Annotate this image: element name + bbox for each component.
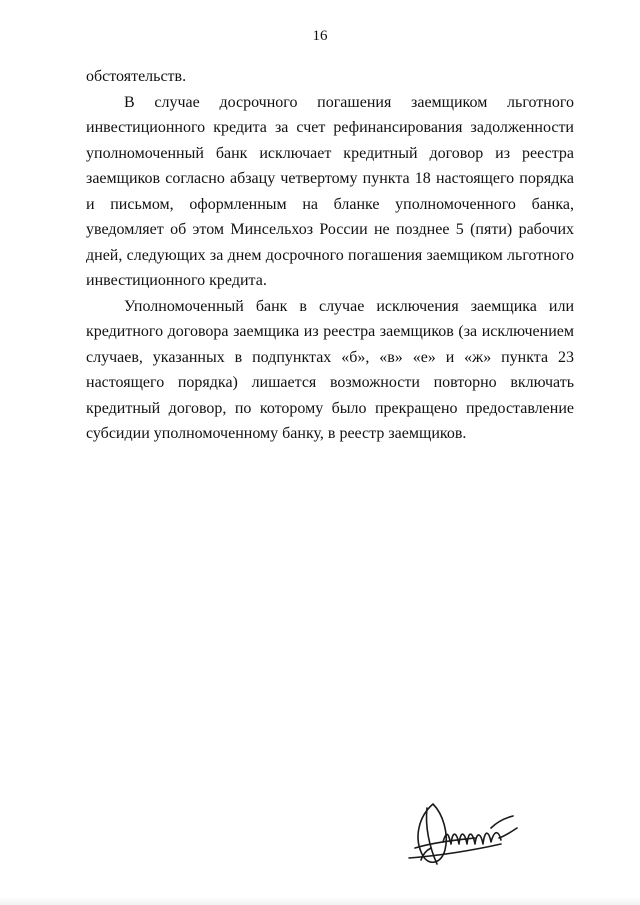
page-number: 16	[312, 28, 328, 44]
paragraph-early-repayment: В случае досрочного погашения заемщиком льготного инвестиционного кредита за счет рефинансирования задолженности уполномоченный банк исключает кредитный договор из реестра заемщиков согласно абзацу четвертому пункта 18 настоящего порядка и письмом, оформленным на бланке уполномоченного банка, уведомляет об этом Минсельхоз России не позднее 5 (пяти) рабочих дней, следующих за днем досрочного погашения заемщиком льготного инвестиционного кредита.	[86, 93, 574, 289]
scan-bottom-edge	[0, 897, 640, 905]
handwritten-signature	[405, 798, 530, 870]
paragraph-continuation: обстоятельств.	[86, 68, 187, 85]
document-body	[86, 64, 574, 447]
paragraph-exclusion: Уполномоченный банк в случае исключения заемщика или кредитного договора заемщика из реестра заемщиков (за исключением случаев, указанных в подпунктах «б», «в» «е» и «ж» пункта 23 настоящего порядка) лишается возможности повторно включать кредитный договор, по которому было прекращено предоставление субсидии уполномоченному банку, в реестр заемщиков.	[86, 297, 574, 442]
